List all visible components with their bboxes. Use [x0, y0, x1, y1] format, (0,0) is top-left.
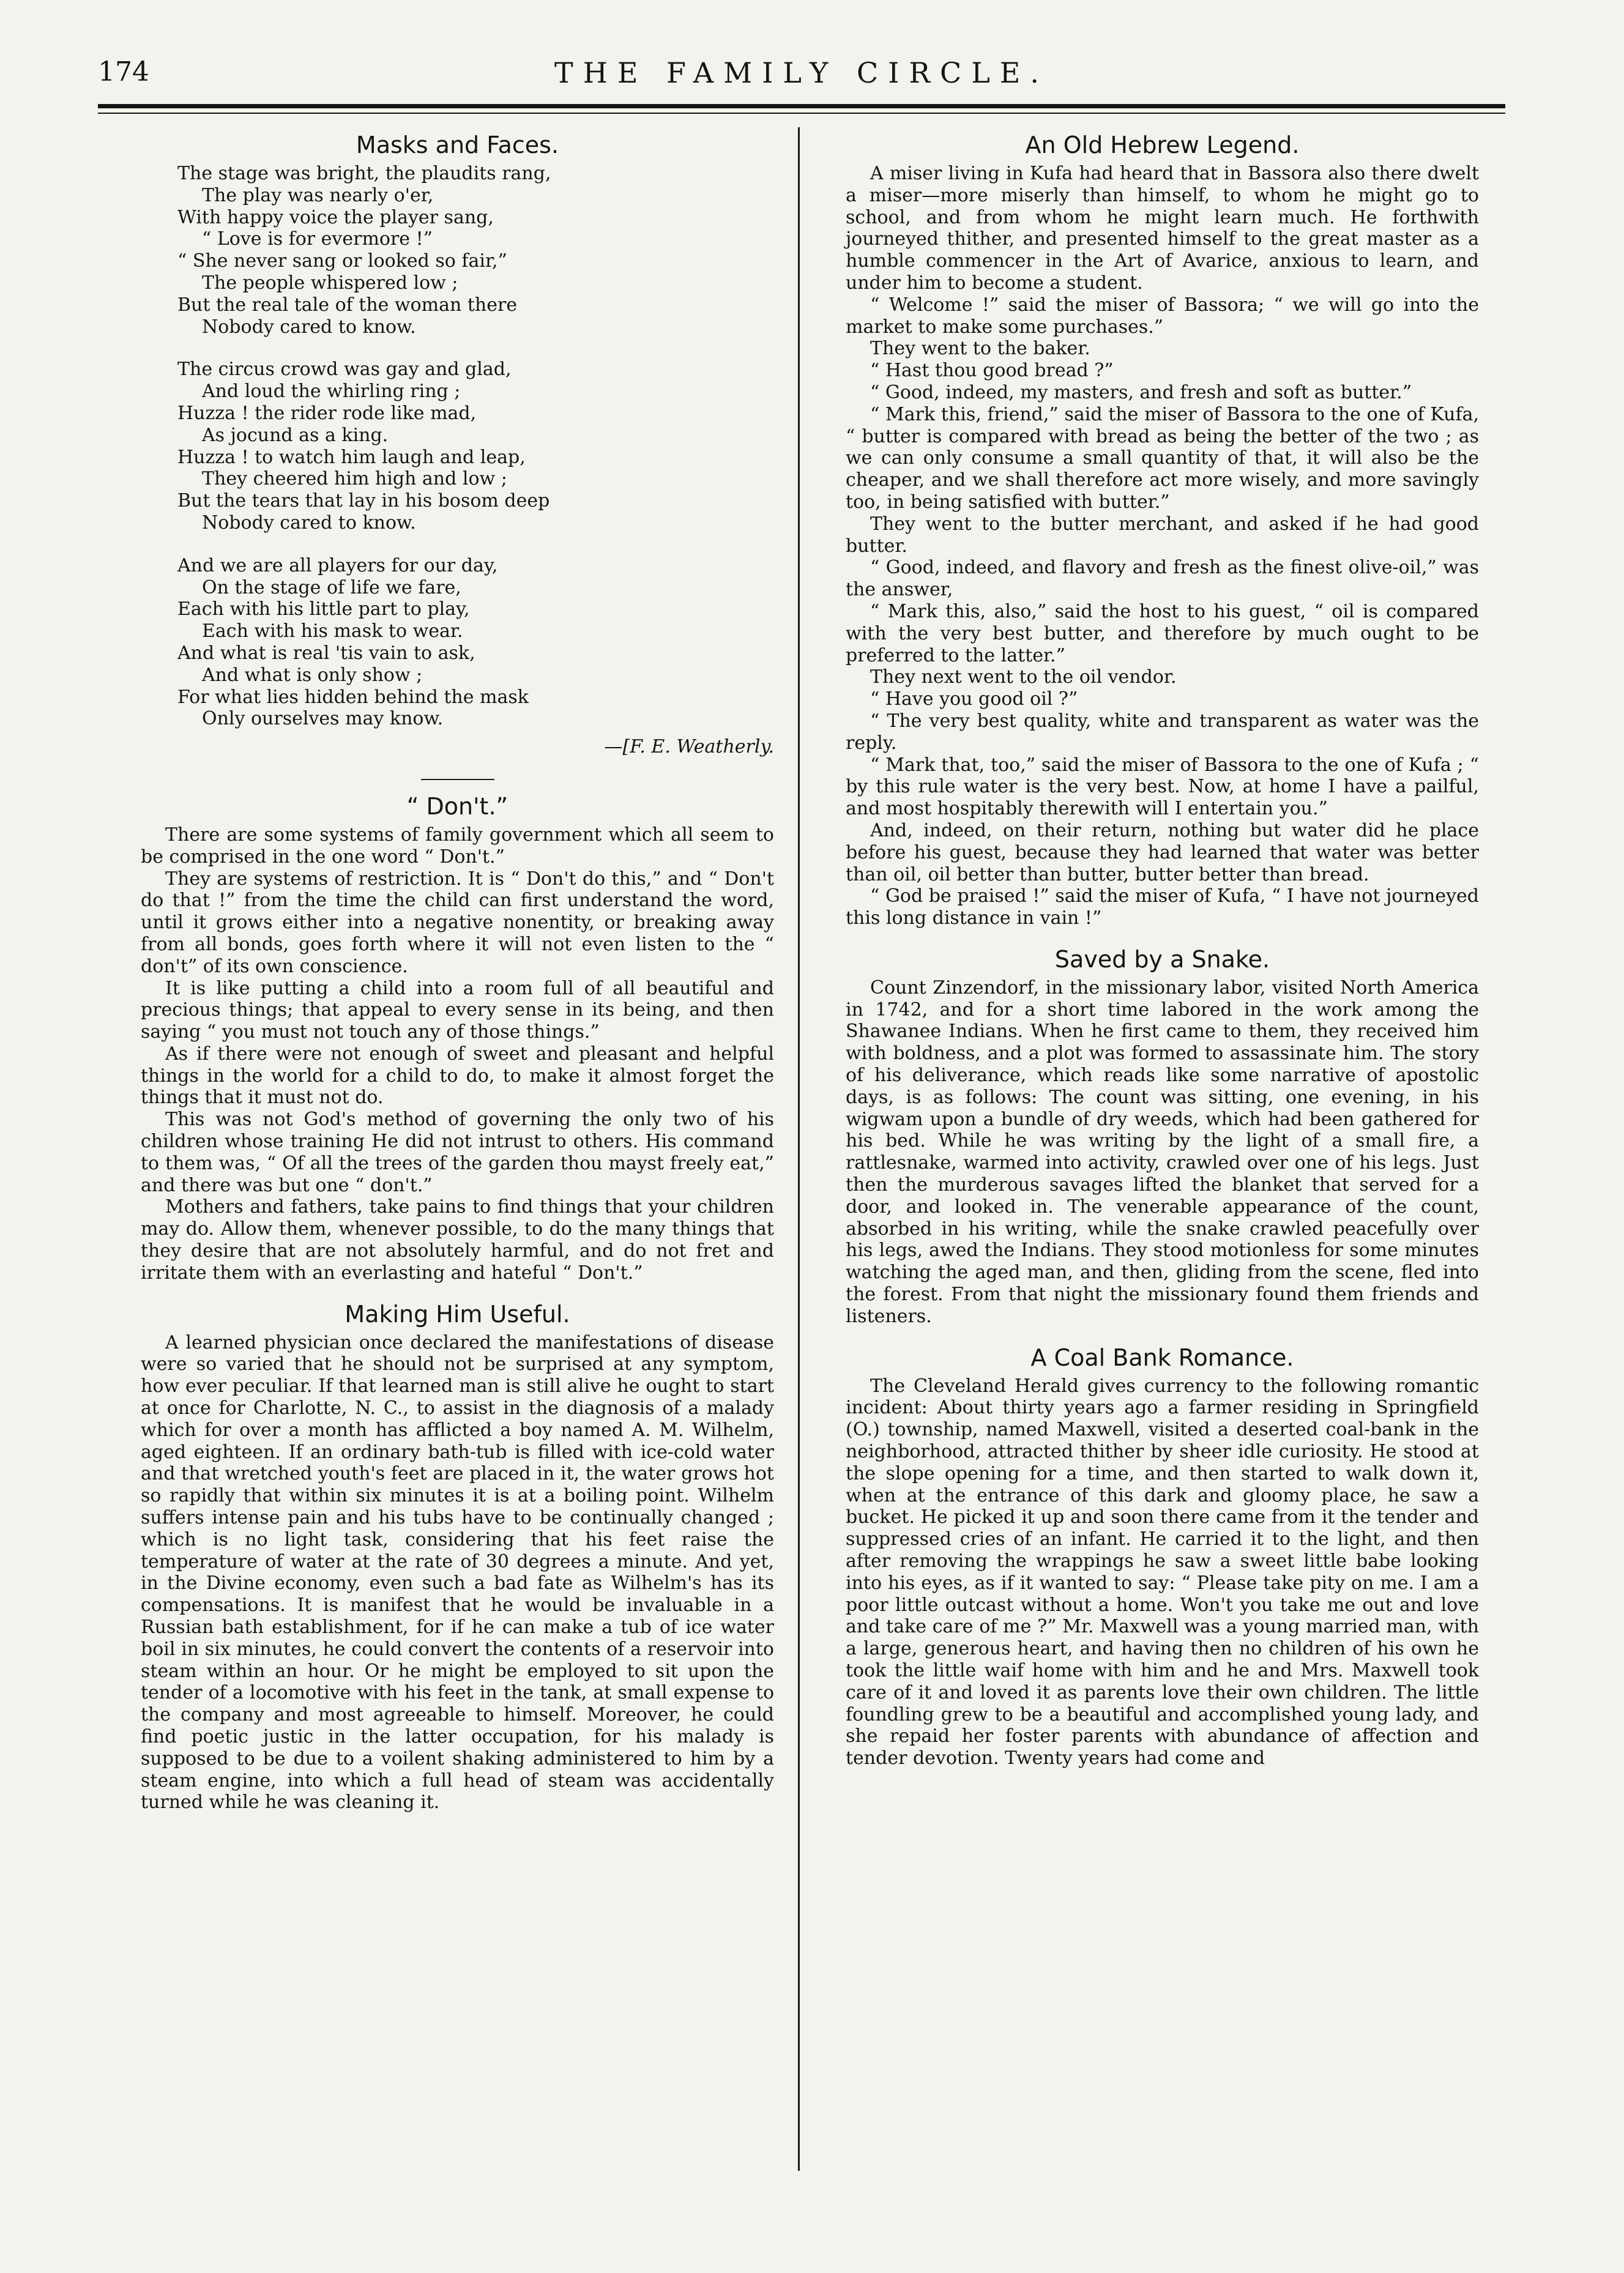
article-paragraph: “ The very best quality, white and transparent as water was the reply.	[846, 710, 1479, 754]
article-title-useful: Making Him Useful.	[345, 1300, 570, 1328]
page-header	[98, 56, 1505, 105]
article-paragraph: Mothers and fathers, take pains to find things that your children may do. Allow them, whenever possible, to do the many things that they desire that are not absolutely harmful, and do not fret and irritate them with an everlasting and hateful “ Don't.”	[141, 1196, 774, 1284]
poem-line: But the tears that lay in his bosom deep	[177, 490, 550, 512]
section-divider	[421, 779, 494, 780]
article-paragraph: There are some systems of family government which all seem to be comprised in the one word “ Don't.”	[141, 824, 774, 868]
header-rule-thick	[98, 104, 1505, 108]
article-paragraph: They are systems of restriction. It is “ Don't do this,” and “ Don't do that !” from the time the child can first understand the word, until it grows either into a negative nonentity, or breaking away from all bonds, goes forth where it will not even listen to the “ don't” of its own conscience.	[141, 868, 774, 977]
poem-line: But the real tale of the woman there	[177, 294, 518, 316]
article-title-coal: A Coal Bank Romance.	[1030, 1344, 1294, 1371]
left-column	[141, 131, 774, 1814]
article-title-dont: “ Don't.”	[406, 792, 508, 820]
spacer	[846, 929, 1479, 945]
right-column	[846, 131, 1479, 1769]
article-title-legend: An Old Hebrew Legend.	[1025, 132, 1300, 158]
poem-attribution: —[F. E. Weatherly.	[604, 736, 774, 758]
article-paragraph: This was not God's method of governing the only two of his children whose training He did not intrust to others. His command to them was, “ Of all the trees of the garden thou mayst freely eat,” and there was but one “ don't.”	[141, 1109, 774, 1196]
article-paragraph: They next went to the oil vendor.	[870, 666, 1177, 688]
poem-line: And we are all players for our day,	[177, 554, 498, 576]
article-paragraph: “ Hast thou good bread ?”	[870, 360, 1114, 382]
article-paragraph: “ Mark this, friend,” said the miser of Bassora to the one of Kufa, “ butter is compared with bread as being the better of the two ; as we can only consume a small quantity of that, it will also be the cheaper, and we shall therefore act more wisely, and more savingly too, in being satisfied with butter.”	[846, 403, 1479, 513]
column-divider	[798, 127, 800, 2171]
header-rule-thin	[98, 113, 1505, 114]
poem-line: Huzza ! the rider rode like mad,	[177, 402, 477, 424]
article-paragraph: And, indeed, on their return, nothing but water did he place before his guest, because they had learned that water was better than oil, oil better than butter, butter better than bread.	[846, 819, 1479, 885]
article-paragraph: “ Good, indeed, and flavory and fresh as the finest olive-oil,” was the answer,	[846, 557, 1479, 601]
article-paragraph: A miser living in Kufa had heard that in Bassora also there dwelt a miser—more miserly than himself, to whom he might go to school, and from whom he might learn much. He forthwith journeyed thither, and presented himself to the great master as a humble commencer in the Art of Avarice, anxious to learn, and under him to become a student.	[846, 163, 1479, 294]
poem-line: On the stage of life we fare,	[202, 576, 461, 598]
article-paragraph: The Cleveland Herald gives currency to the following romantic incident: About thirty years ago a farmer residing in Springfield (O.) township, named Maxwell, visited a deserted coal-bank in the neighborhood, attracted thither by sheer idle curiosity. He stood at the slope opening for a time, and then started to walk down it, when at the entrance of this dark and gloomy place, he saw a bucket. He picked it up and soon there came from it the tender and suppressed cries of an infant. He carried it to the light, and then after removing the wrappings he saw a sweet little babe looking into his eyes, as if it wanted to say: “ Please take pity on me. I am a poor little outcast without a home. Won't you take me out and love and take care of me ?” Mr. Maxwell was a young married man, with a large, generous heart, and having then no children of his own he took the little waif home with him and he and Mrs. Maxwell took care of it and loved it as parents love their own children. The little foundling grew to be a beautiful and accomplished young lady, and she repaid her foster parents with abundance of affection and tender devotion. Twenty years had come and	[846, 1375, 1479, 1769]
poem-stanza	[177, 555, 774, 730]
poem-line: Nobody cared to know.	[202, 316, 416, 338]
poem-line: They cheered him high and low ;	[202, 468, 507, 490]
poem-stanza	[177, 359, 774, 534]
spacer	[141, 1284, 774, 1300]
poem-line: Each with his mask to wear.	[202, 620, 463, 642]
poem-line: “ She never sang or looked so fair,”	[177, 250, 507, 272]
article-paragraph: They went to the baker.	[870, 338, 1090, 360]
article-paragraph: “ Mark that, too,” said the miser of Bassora to the one of Kufa ; “ by this rule water is the very best. Now, at home I have a pailful, and most hospitably therewith will I entertain you.”	[846, 754, 1479, 820]
poem-stanza	[177, 163, 774, 338]
poem-line: The stage was bright, the plaudits rang,	[177, 163, 551, 184]
article-paragraph: It is like putting a child into a room full of all beautiful and precious things; that appeal to every sense in its being, and then saying “ you must not touch any of those things.”	[141, 977, 774, 1043]
poem-line: With happy voice the player sang,	[177, 206, 494, 228]
article-paragraph: “ God be praised !” said the miser of Kufa, “ I have not journeyed this long distance in vain !”	[846, 885, 1479, 929]
poem-line: Huzza ! to watch him laugh and leap,	[177, 446, 526, 468]
article-paragraph: “ Welcome !” said the miser of Bassora; “ we will go into the market to make some purchases.”	[846, 294, 1479, 338]
article-paragraph: “ Mark this, also,” said the host to his guest, “ oil is compared with the very best butter, and therefore by much ought to be preferred to the latter.”	[846, 600, 1479, 666]
running-title: THE FAMILY CIRCLE.	[554, 56, 1049, 89]
article-title-snake: Saved by a Snake.	[1054, 945, 1270, 973]
article-paragraph: A learned physician once declared the manifestations of disease were so varied that he should not be surprised at any symptom, how ever peculiar. If that learned man is still alive he ought to start at once for Charlotte, N. C., to assist in the diagnosis of a malady which for over a month has afflicted a boy named A. M. Wilhelm, aged eighteen. If an ordinary bath-tub is filled with ice-cold water and that wretched youth's feet are placed in it, the water grows hot so rapidly that within six minutes it is at a boiling point. Wilhelm suffers intense pain and his tubs have to be continually changed ; which is no light task, considering that his feet raise the temperature of water at the rate of 30 degrees a minute. And yet, in the Divine economy, even such a bad fate as Wilhelm's has its compensations. It is manifest that he would be invaluable in a Russian bath establishment, for if he can make a tub of ice water boil in six minutes, he could convert the contents of a reservoir into steam within an hour. Or he might be employed to sit upon the tender of a locomotive with his feet in the tank, at small expense to the company and most agreeable to himself. Moreover, he could find poetic justic in the latter occupation, for his malady is supposed to be due to a voilent shaking administered to him by a steam engine, into which a full head of steam was accidentally turned while he was cleaning it.	[141, 1331, 774, 1814]
poem-line: The play was nearly o'er,	[202, 184, 434, 206]
spacer	[846, 1328, 1479, 1344]
poem-masks-and-faces	[141, 163, 774, 758]
poem-line: Nobody cared to know.	[202, 512, 416, 534]
poem-line: Each with his little part to play,	[177, 598, 470, 620]
article-paragraph: “ Good, indeed, my masters, and fresh and soft as butter.”	[870, 381, 1412, 403]
article-paragraph: “ Have you good oil ?”	[870, 688, 1078, 710]
page-number: 174	[98, 56, 149, 87]
poem-line: As jocund as a king.	[202, 424, 389, 446]
poem-line: And loud the whirling ring ;	[202, 381, 461, 403]
article-paragraph: They went to the butter merchant, and asked if he had good butter.	[846, 513, 1479, 557]
poem-line: For what lies hidden behind the mask	[177, 686, 529, 708]
poem-line: And what is real 'tis vain to ask,	[177, 642, 475, 664]
poem-line: Only ourselves may know.	[202, 708, 444, 730]
poem-line: The circus crowd was gay and glad,	[177, 359, 512, 381]
article-paragraph: Count Zinzendorf, in the missionary labor, visited North America in 1742, and for a short time labored in the work among the Shawanee Indians. When he first came to them, they received him with boldness, and a plot was formed to assassinate him. The story of his deliverance, which reads like some narrative of apostolic days, is as follows: The count was sitting, one evening, in his wigwam upon a bundle of dry weeds, which had been gathered for his bed. While he was writing by the light of a small fire, a rattlesnake, warmed into activity, crawled over one of his legs. Just then the murderous savages lifted the blanket that served for a door, and looked in. The venerable appearance of the count, absorbed in his writing, while the snake crawled peacefully over his legs, awed the Indians. They stood motionless for some minutes watching the aged man, and then, gliding from the scene, fled into the forest. From that night the missionary found them friends and listeners.	[846, 977, 1479, 1327]
poem-line: And what is only show ;	[202, 664, 423, 686]
article-title-masks: Masks and Faces.	[356, 132, 559, 158]
poem-line: “ Love is for evermore !”	[202, 228, 433, 250]
poem-line: The people whispered low ;	[202, 272, 458, 294]
article-paragraph: As if there were not enough of sweet and pleasant and helpful things in the world for a child to do, to make it almost forget the things that it must not do.	[141, 1043, 774, 1109]
